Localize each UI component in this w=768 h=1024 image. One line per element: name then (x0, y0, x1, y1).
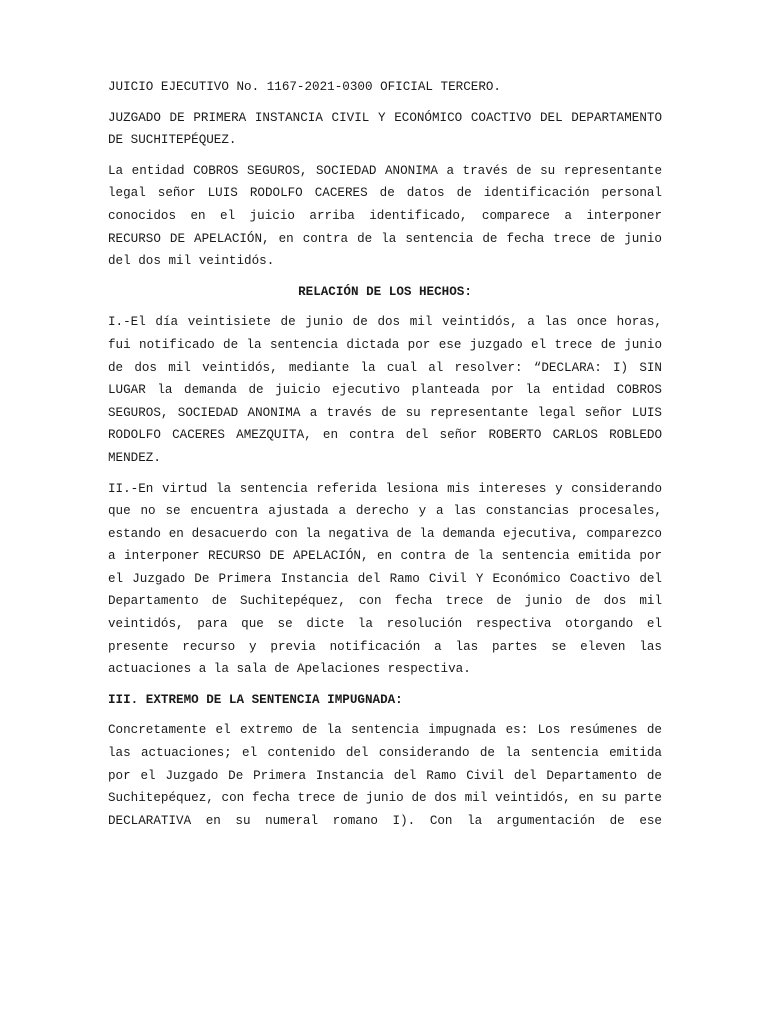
facts-heading: RELACIÓN DE LOS HECHOS: (298, 284, 472, 299)
intro-paragraph: La entidad COBROS SEGUROS, SOCIEDAD ANONIMA a través de su representante legal señor LUIS RODOLFO CACERES de datos de identificación personal conocidos en el juicio arriba identificado, comparece a interponer RECURSO DE APELACIÓN, en contra de la sentencia de fecha trece de junio del dos mil veintidós. (108, 163, 662, 269)
document-body (108, 76, 662, 840)
section-three-paragraph: Concretamente el extremo de la sentencia impugnada es: Los resúmenes de las actuaciones; el contenido del considerando de la sentencia emitida por el Juzgado De Primera Instancia del Ramo Civil del Departamento de Suchitepéquez, con fecha trece de junio de dos mil veintidós, en su parte DECLARATIVA en su numeral romano I). Con la argumentación de ese (108, 723, 662, 828)
case-number-line: JUICIO EJECUTIVO No. 1167-2021-0300 OFICIAL TERCERO. (108, 80, 501, 94)
section-three-heading: III. EXTREMO DE LA SENTENCIA IMPUGNADA: (108, 692, 403, 707)
court-name: JUZGADO DE PRIMERA INSTANCIA CIVIL Y ECONÓMICO COACTIVO DEL DEPARTAMENTO DE SUCHITEPÉQUEZ. (108, 110, 662, 148)
fact-one-paragraph: I.-El día veintisiete de junio de dos mil veintidós, a las once horas, fui notificado de la sentencia dictada por ese juzgado el trece de junio de dos mil veintidós, mediante la cual al resolver: “DECLARA: I) SIN LUGAR la demanda de juicio ejecutivo planteada por la entidad COBROS SEGUROS, SOCIEDAD ANONIMA a través de su representante legal señor LUIS RODOLFO CACERES AMEZQUITA, en contra del señor ROBERTO CARLOS ROBLEDO MENDEZ. (108, 315, 662, 465)
fact-two-paragraph: II.-En virtud la sentencia referida lesiona mis intereses y considerando que no se encuentra ajustada a derecho y a las constancias procesales, estando en desacuerdo con la negativa de la demanda ejecutiva, comparezco a interponer RECURSO DE APELACIÓN, en contra de la sentencia emitida por el Juzgado De Primera Instancia del Ramo Civil Y Económico Coactivo del Departamento de Suchitepéquez, con fecha trece de junio de dos mil veintidós, para que se dicte la resolución respectiva otorgando el presente recurso y previa notificación a las partes se eleven las actuaciones a la sala de Apelaciones respectiva. (108, 481, 662, 677)
